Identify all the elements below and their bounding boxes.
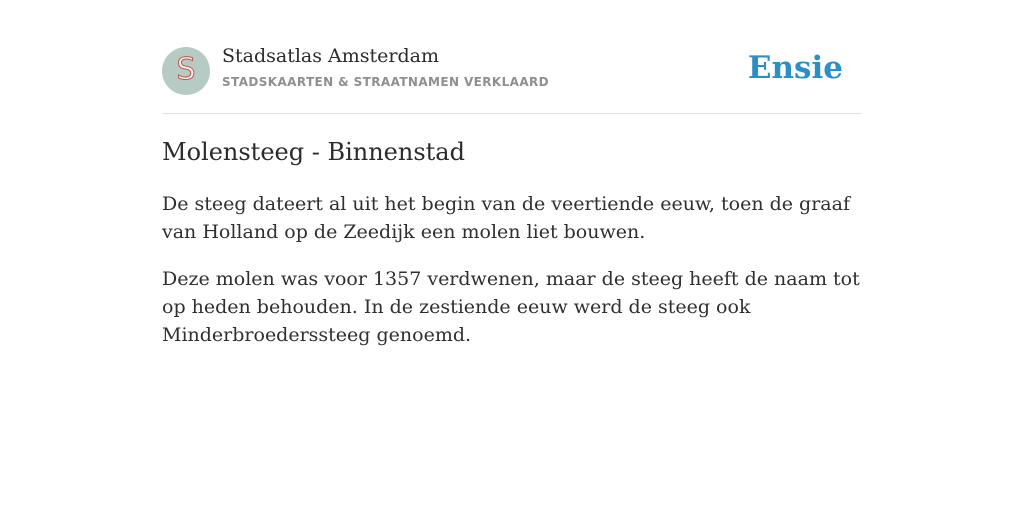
avatar[interactable] bbox=[162, 47, 210, 95]
avatar-letter: S bbox=[176, 52, 196, 87]
site-title[interactable]: Stadsatlas Amsterdam bbox=[222, 45, 440, 67]
article-paragraph: Deze molen was voor 1357 verdwenen, maar de steeg heeft de naam tot op heden behouden. In de zestiende eeuw werd de steeg ook Minderbroederssteeg genoemd. bbox=[162, 268, 860, 346]
article-paragraph: De steeg dateert al uit het begin van de veertiende eeuw, toen de graaf van Holland op de Zeedijk een molen liet bouwen. bbox=[162, 193, 850, 243]
brand-logo-link[interactable]: Ensie bbox=[747, 50, 843, 86]
article-body bbox=[162, 190, 862, 368]
site-header bbox=[162, 0, 862, 114]
site-tagline: STADSKAARTEN & STRAATNAMEN VERKLAARD bbox=[222, 75, 550, 89]
page-title: Molensteeg - Binnenstad bbox=[162, 138, 465, 166]
content-wrapper bbox=[162, 0, 862, 346]
